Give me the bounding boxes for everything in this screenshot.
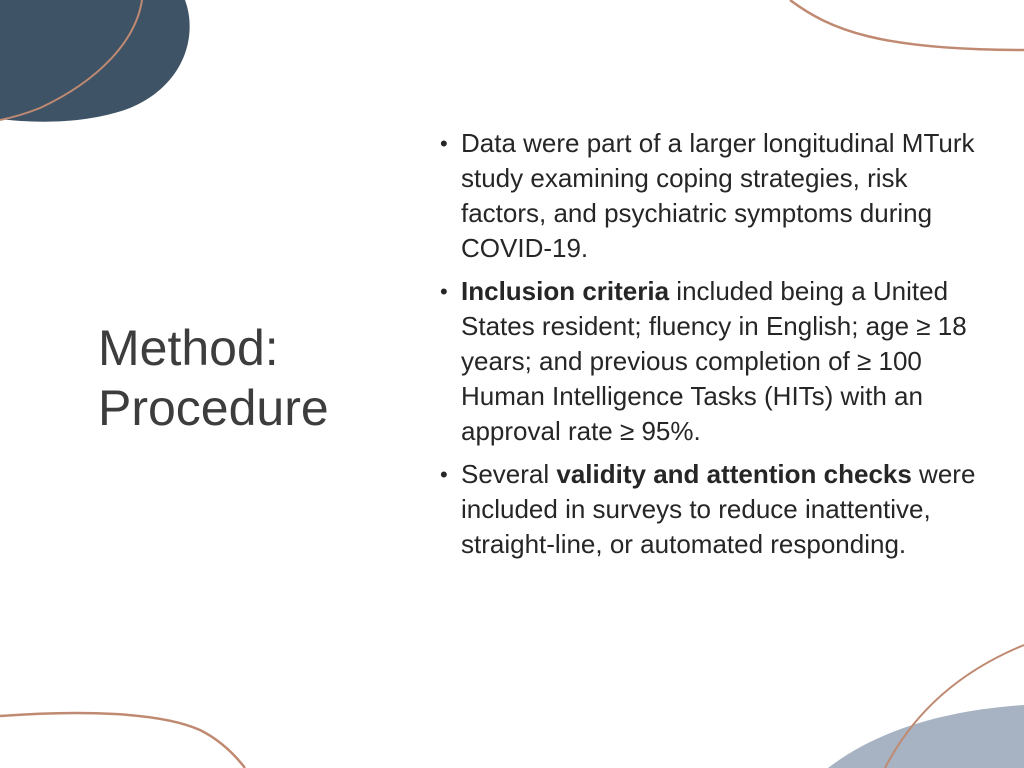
slide-title <box>98 318 329 438</box>
bullet-bold-text: Inclusion criteria <box>461 276 670 306</box>
bullet-item <box>440 274 1000 449</box>
bullet-dot-icon: • <box>440 462 448 487</box>
bullet-text: Data were part of a larger longitudinal MTurk study examining coping strategies, risk factors, and psychiatric symptoms during COVID-19. <box>461 128 975 263</box>
bullet-bold-text: validity and attention checks <box>556 459 912 489</box>
bullet-text: were included in surveys to reduce inattentive, straight-line, or automated responding. <box>461 459 976 559</box>
bullet-dot-icon: • <box>440 279 448 304</box>
copper-line-top-right <box>790 0 1024 50</box>
title-line-1: Method: <box>98 320 279 376</box>
navy-blob-top-left <box>0 0 190 122</box>
bullet-dot-icon: • <box>440 131 448 156</box>
copper-line-bottom-left <box>0 713 245 768</box>
bullet-list <box>440 126 1000 570</box>
bullet-text-pre: Several <box>461 459 557 489</box>
bullet-item <box>440 126 1000 266</box>
light-blob-bottom-right <box>828 705 1024 768</box>
title-line-2: Procedure <box>98 380 329 436</box>
bullet-text: included being a United States resident; fluency in English; age ≥ 18 years; and previous completion of ≥ 100 Human Intelligence Tasks (HITs) with an approval rate ≥ 95%. <box>461 276 967 446</box>
bullet-item <box>440 457 1000 562</box>
